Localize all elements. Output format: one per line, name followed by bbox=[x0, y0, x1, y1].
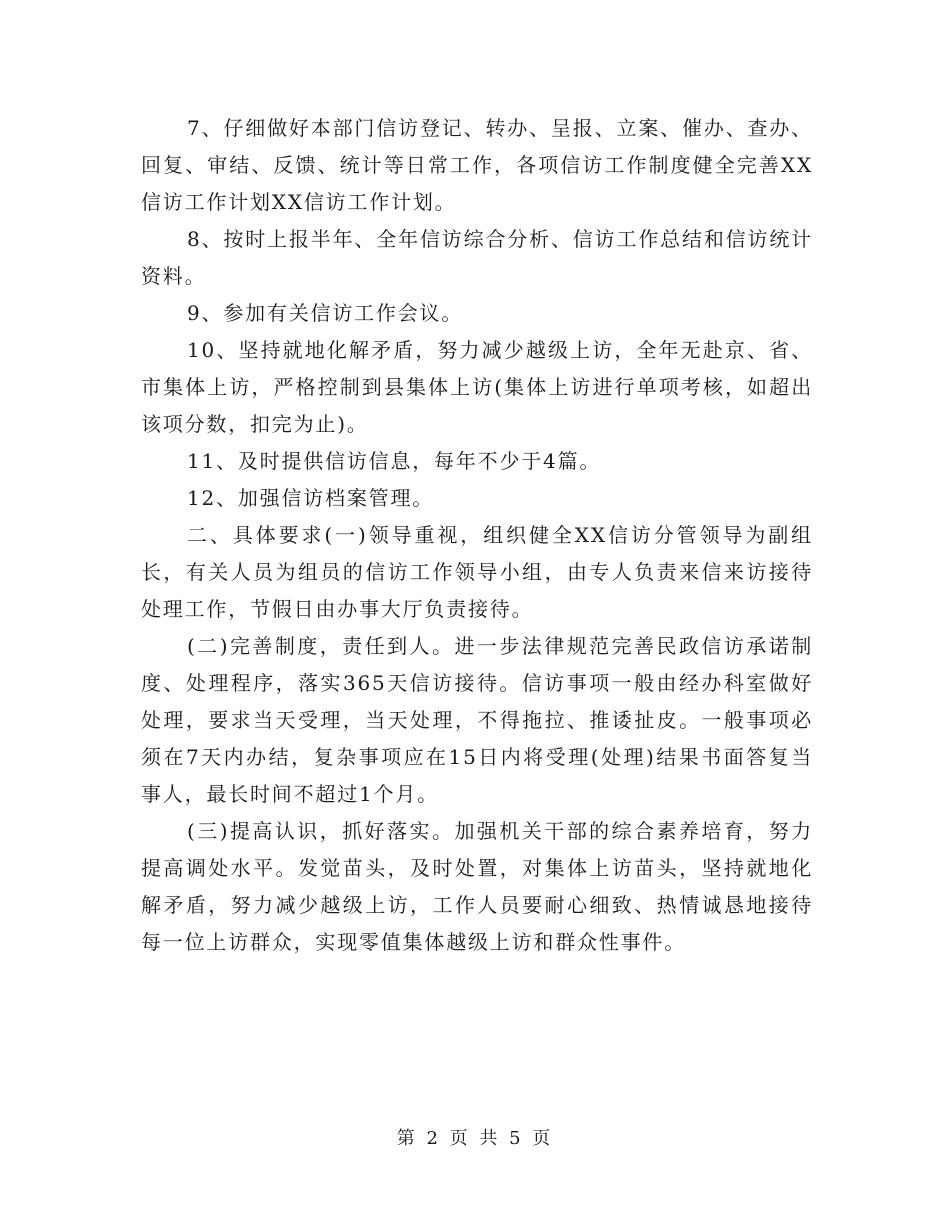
paragraph-item-12: 12、加强信访档案管理。 bbox=[187, 486, 435, 510]
document-body bbox=[141, 110, 813, 961]
paragraph-item-11: 11、及时提供信访信息，每年不少于4篇。 bbox=[187, 449, 602, 473]
paragraph-requirements-3: (三)提高认识，抓好落实。加强机关干部的综合素养培育，努力提高调处水平。发觉苗头，及时处置，对集体上访苗头，坚持就地化解矛盾，努力减少越级上访，工作人员要耐心细致、热情诚恳地接待每一位上访群众，实现零值集体越级上访和群众性事件。 bbox=[141, 819, 813, 954]
paragraph-requirements-1: 二、具体要求(一)领导重视，组织健全XX信访分管领导为副组长，有关人员为组员的信访工作领导小组，由专人负责来信来访接待处理工作，节假日由办事大厅负责接待。 bbox=[141, 523, 813, 621]
paragraph-item-9: 9、参加有关信访工作会议。 bbox=[187, 301, 464, 325]
page-number-footer: 第 2 页 共 5 页 bbox=[396, 1128, 554, 1149]
paragraph-item-8: 8、按时上报半年、全年信访综合分析、信访工作总结和信访统计资料。 bbox=[141, 227, 813, 288]
paragraph-item-7: 7、仔细做好本部门信访登记、转办、呈报、立案、催办、查办、回复、审结、反馈、统计等日常工作，各项信访工作制度健全完善XX信访工作计划XX信访工作计划。 bbox=[141, 116, 813, 214]
paragraph-requirements-2: (二)完善制度，责任到人。进一步法律规范完善民政信访承诺制度、处理程序，落实365天信访接待。信访事项一般由经办科室做好处理，要求当天受理，当天处理，不得拖拉、推诿扯皮。一般事项必须在7天内办结，复杂事项应在15日内将受理(处理)结果书面答复当事人，最长时间不超过1个月。 bbox=[141, 634, 813, 806]
paragraph-item-10: 10、坚持就地化解矛盾，努力减少越级上访，全年无赴京、省、市集体上访，严格控制到县集体上访(集体上访进行单项考核，如超出该项分数，扣完为止)。 bbox=[141, 338, 813, 436]
